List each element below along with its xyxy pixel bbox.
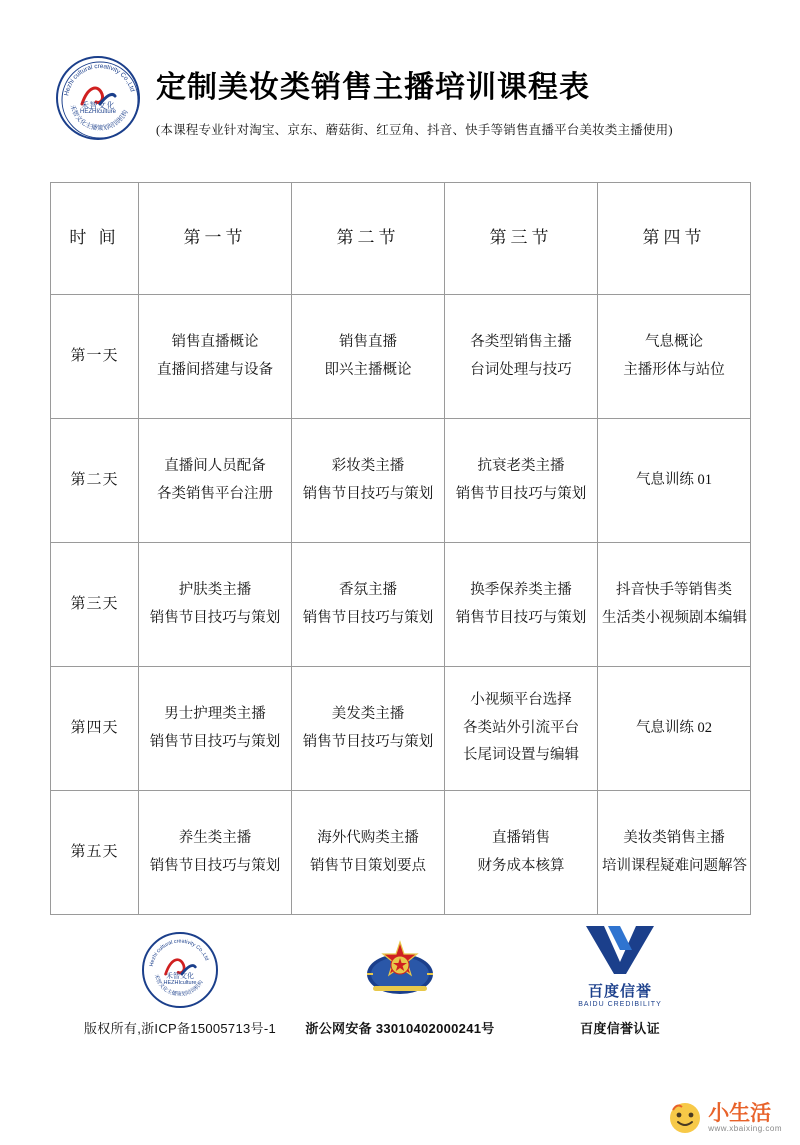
baidu-logo-text: 百度信誉 bbox=[587, 983, 652, 1000]
svg-text:Hezhi cultural creativity Co.,: Hezhi cultural creativity Co.,Ltd bbox=[148, 938, 210, 967]
table-cell bbox=[292, 667, 445, 791]
footer-logo-brand-cn: 禾智文化 bbox=[166, 973, 194, 981]
table-cell-line: 销售节目技巧与策划 bbox=[149, 857, 281, 874]
page-title: 定制美妆类销售主播培训课程表 bbox=[156, 71, 590, 104]
table-cell bbox=[445, 791, 598, 915]
column-header-time: 时 间 bbox=[51, 183, 139, 295]
footer-badge-icp bbox=[80, 930, 280, 1037]
table-cell bbox=[292, 295, 445, 419]
table-cell bbox=[139, 419, 292, 543]
table-cell-line: 销售节目技巧与策划 bbox=[455, 609, 587, 626]
table-cell bbox=[139, 543, 292, 667]
table-cell-line: 销售节目技巧与策划 bbox=[302, 609, 434, 626]
table-row bbox=[51, 791, 751, 915]
table-cell-line: 主播形体与站位 bbox=[623, 361, 725, 378]
baidu-credibility-icon bbox=[520, 930, 720, 1008]
watermark-text bbox=[708, 1102, 782, 1134]
table-row bbox=[51, 419, 751, 543]
column-header-period-3: 第三节 bbox=[445, 183, 598, 295]
table-cell-line: 彩妆类主播 bbox=[331, 457, 405, 474]
document-footer bbox=[0, 930, 800, 1037]
watermark-subtitle: www.xbaixing.com bbox=[708, 1124, 782, 1134]
table-cell-day: 第四天 bbox=[51, 667, 139, 791]
table-cell-line: 直播销售 bbox=[492, 829, 550, 846]
svg-text:禾智文化主播策划培训机构: 禾智文化主播策划培训机构 bbox=[68, 104, 130, 133]
footer-caption-icp: 版权所有,浙ICP备15005713号-1 bbox=[84, 1021, 276, 1036]
footer-badge-police bbox=[300, 930, 500, 1037]
table-cell bbox=[445, 667, 598, 791]
table-head bbox=[51, 183, 751, 295]
footer-logo-brand-en: HEZHIculture bbox=[163, 980, 197, 987]
table-cell-day: 第一天 bbox=[51, 295, 139, 419]
table-cell-line: 销售节目技巧与策划 bbox=[302, 485, 434, 502]
table-cell-day: 第五天 bbox=[51, 791, 139, 915]
table-cell-day: 第二天 bbox=[51, 419, 139, 543]
table-cell-line: 销售节目技巧与策划 bbox=[149, 609, 281, 626]
table-cell-line: 美发类主播 bbox=[331, 705, 405, 722]
document-header bbox=[0, 0, 800, 140]
police-emblem-icon bbox=[300, 930, 500, 1008]
table-cell-line: 抖音快手等销售类 bbox=[616, 581, 732, 598]
baidu-logo-subtext: BAIDU CREDIBILITY bbox=[578, 1001, 662, 1008]
table-cell-line: 即兴主播概论 bbox=[324, 361, 412, 378]
table-cell-line: 生活类小视频剧本编辑 bbox=[602, 609, 747, 626]
table-cell-line: 销售节目技巧与策划 bbox=[149, 733, 281, 750]
logo-brand-cn: 禾智文化 bbox=[81, 100, 115, 110]
watermark-title: 小生活 bbox=[708, 1102, 772, 1126]
header-logo-wrap bbox=[50, 52, 146, 140]
footer-caption-police: 浙公网安备 33010402000241号 bbox=[305, 1021, 495, 1036]
table-cell bbox=[292, 791, 445, 915]
table-cell-line: 销售节目技巧与策划 bbox=[302, 733, 434, 750]
hezhi-logo-icon bbox=[56, 56, 140, 140]
table-cell-line: 香氛主播 bbox=[339, 581, 397, 598]
table-row bbox=[51, 543, 751, 667]
table-cell-line: 护肤类主播 bbox=[178, 581, 252, 598]
table-cell-line: 销售节目技巧与策划 bbox=[455, 485, 587, 502]
table-cell-line: 各类型销售主播 bbox=[470, 333, 572, 350]
hezhi-logo-icon bbox=[80, 930, 280, 1008]
table-cell-day: 第三天 bbox=[51, 543, 139, 667]
table-cell-line: 气息训练 02 bbox=[635, 719, 713, 736]
table-cell-line: 财务成本核算 bbox=[477, 857, 565, 874]
table-cell-line: 直播间人员配备 bbox=[164, 457, 266, 474]
table-cell-line: 台词处理与技巧 bbox=[470, 361, 572, 378]
footer-badges bbox=[50, 930, 750, 1037]
table-cell bbox=[598, 419, 751, 543]
table-cell bbox=[598, 667, 751, 791]
table-cell bbox=[445, 543, 598, 667]
page-subtitle: (本课程专业针对淘宝、京东、蘑菇街、红豆角、抖音、快手等销售直播平台美妆类主播使用) bbox=[156, 123, 673, 137]
table-header-row bbox=[51, 183, 751, 295]
table-cell-line: 男士护理类主播 bbox=[164, 705, 266, 722]
footer-caption-baidu: 百度信誉认证 bbox=[580, 1021, 660, 1036]
table-cell-line: 换季保养类主播 bbox=[470, 581, 572, 598]
table-cell-line: 美妆类销售主播 bbox=[623, 829, 725, 846]
table-cell-line: 抗衰老类主播 bbox=[477, 457, 565, 474]
table-cell-line: 销售直播概论 bbox=[171, 333, 259, 350]
column-header-period-1: 第一节 bbox=[139, 183, 292, 295]
table-cell bbox=[139, 295, 292, 419]
table-cell bbox=[292, 419, 445, 543]
table-cell-line: 直播间搭建与设备 bbox=[157, 361, 273, 378]
schedule-table bbox=[50, 182, 751, 915]
table-cell-line: 气息训练 01 bbox=[635, 471, 713, 488]
table-cell-line: 气息概论 bbox=[645, 333, 703, 350]
table-cell-line: 销售直播 bbox=[339, 333, 397, 350]
logo-brand-en: HEZHIculture bbox=[79, 109, 116, 116]
svg-text:禾智文化主播策划培训机构: 禾智文化主播策划培训机构 bbox=[152, 973, 205, 998]
table-cell-line: 销售节目策划要点 bbox=[310, 857, 426, 874]
table-cell bbox=[139, 791, 292, 915]
table-cell bbox=[139, 667, 292, 791]
table-cell-line: 小视频平台选择 bbox=[470, 692, 572, 709]
table-cell bbox=[445, 419, 598, 543]
table-cell bbox=[445, 295, 598, 419]
title-block bbox=[146, 52, 750, 138]
column-header-period-4: 第四节 bbox=[598, 183, 751, 295]
table-cell bbox=[598, 543, 751, 667]
table-cell-line: 养生类主播 bbox=[178, 829, 252, 846]
table-cell-line: 培训课程疑难问题解答 bbox=[602, 857, 747, 874]
schedule-table-wrap bbox=[0, 140, 800, 915]
column-header-period-2: 第二节 bbox=[292, 183, 445, 295]
table-cell bbox=[292, 543, 445, 667]
svg-text:Hezhi cultural creativity Co.,: Hezhi cultural creativity Co.,Ltd bbox=[63, 62, 136, 97]
footer-badge-baidu bbox=[520, 930, 720, 1037]
table-cell bbox=[598, 791, 751, 915]
xiaoshenghuo-icon bbox=[668, 1101, 702, 1135]
table-cell-line: 各类站外引流平台 bbox=[463, 719, 579, 736]
table-cell bbox=[598, 295, 751, 419]
table-row bbox=[51, 295, 751, 419]
table-row bbox=[51, 667, 751, 791]
table-cell-line: 长尾词设置与编辑 bbox=[463, 747, 579, 764]
table-cell-line: 各类销售平台注册 bbox=[157, 485, 273, 502]
table-cell-line: 海外代购类主播 bbox=[317, 829, 419, 846]
watermark bbox=[668, 1101, 782, 1135]
table-body bbox=[51, 295, 751, 915]
